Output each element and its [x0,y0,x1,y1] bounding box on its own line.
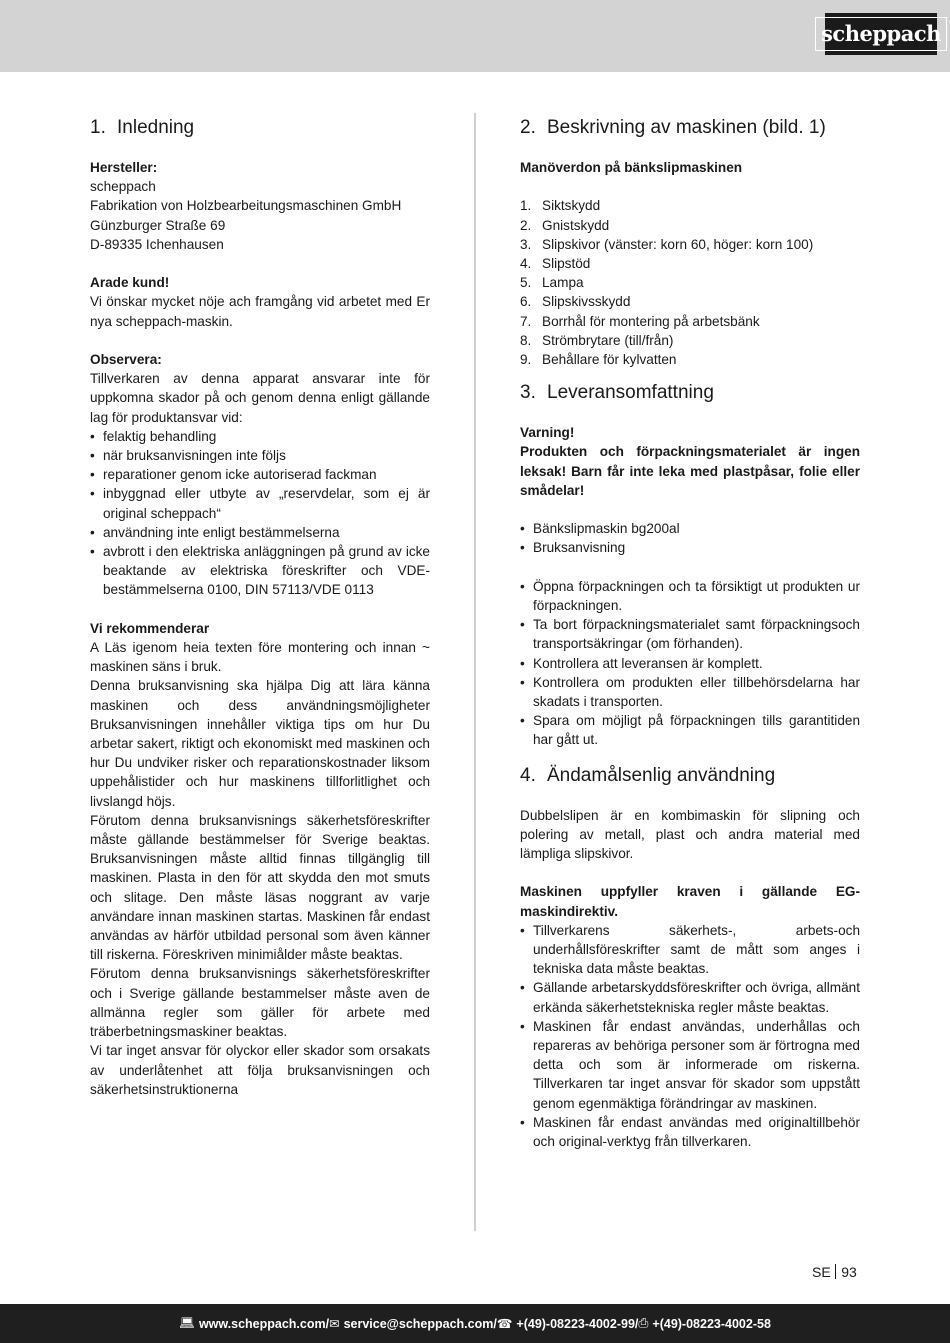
eg-list [520,921,860,1151]
delivery-list [520,519,860,557]
list-item: • Maskinen får endast användas med originaltillbehör och original-verktyg från tillverkaren. [520,1113,860,1151]
section-1-heading: 1. Inledning [90,117,195,138]
fax-icon: ⎙︎ [638,1316,649,1330]
section-4-text: Dubbelslipen är en kombimaskin för slipning och polering av metall, plast och andra material med lämpliga slipskivor. [520,807,860,862]
column-divider [474,113,476,1231]
list-item: • Kontrollera att leveransen är komplett. [520,654,860,673]
footer-web-link[interactable]: www.scheppach.com [198,1316,326,1331]
list-item: 5. Lampa [520,275,584,291]
list-item: • felaktig behandling [90,427,430,446]
hersteller-line: scheppach [90,179,156,195]
footer-separator: / [634,1316,639,1331]
list-item: • Bruksanvisning [520,538,860,557]
page-number: SE 93 [812,1264,857,1280]
list-item: • användning inte enligt bestämmelserna [90,523,430,542]
observera-list [90,427,430,600]
footer-fax: +(49)-08223-4002-58 [652,1316,771,1331]
unpack-list [520,577,860,750]
footer-separator: / [493,1316,497,1331]
list-item: • Öppna förpackningen och ta försiktigt ut produkten ur förpackningen. [520,577,860,615]
computer-icon: 💻︎ [179,1316,195,1330]
list-item: • Gällande arbetarskyddsföreskrifter och övriga, allmänt erkända säkerhetstekniska regler måste beaktas. [520,978,860,1016]
rek-paragraph: A Läs igenom heia texten före montering och innan ~ maskinen säns i bruk. [90,640,430,675]
section-2-heading: 2. Beskrivning av maskinen (bild. 1) [520,117,826,138]
parts-list [520,196,860,369]
list-item: • reparationer genom icke autoriserad fackman [90,465,430,484]
list-item: • Tillverkarens säkerhets-, arbets-och underhållsföreskrifter samt de mått som anges i tekniska data måste beaktas. [520,921,860,979]
list-item: 8. Strömbrytare (till/från) [520,332,674,348]
left-column [90,114,430,1099]
list-item: 6. Slipskivsskydd [520,294,631,310]
varning-label: Varning! [520,425,575,441]
hersteller-label: Hersteller: [90,160,158,175]
list-item: • Bänkslipmaskin bg200al [520,519,860,538]
list-item: • inbyggnad eller utbyte av „reservdelar, som ej är original scheppach“ [90,484,430,522]
varning-text: Produkten och förpackningsmaterialet är ingen leksak! Barn får inte leka med plastpåsar, folie eller smådelar! [520,444,860,498]
scheppach-logo: scheppach [825,13,937,55]
rek-paragraph: Vi tar inget ansvar för olyckor eller skador som orsakats av underlåtenhet att följa bruksanvisningen och säkerhetsinstruktionerna [90,1043,430,1097]
hersteller-line: D-89335 Ichenhausen [90,236,224,252]
list-item: 2. Gnistskydd [520,217,610,233]
hersteller-line: Fabrikation von Holzbearbeitungsmaschinen GmbH [90,198,402,214]
list-item: • Ta bort förpackningsmaterialet samt förpackningsoch transportsäkringar (om förhanden). [520,615,860,653]
list-item: • avbrott i den elektriska anläggningen på grund av icke beaktande av elektriska föreskrifter och VDE-bestämmelserna 0100, DIN 57113/VDE 0113 [90,542,430,600]
mail-icon: ✉︎ [329,1317,340,1331]
list-item: • Kontrollera om produkten eller tillbehörsdelarna har skadats i transporten. [520,673,860,711]
section-4-heading: 4. Ändamålsenlig användning [520,764,776,786]
footer-email-link[interactable]: service@scheppach.com [343,1316,494,1331]
list-item: 4. Slipstöd [520,256,591,271]
hersteller-line: Günzburger Straße 69 [90,217,226,233]
list-item: • Spara om möjligt på förpackningen tills garantitiden har gått ut. [520,711,860,749]
list-item: 3. Slipskivor (vänster: korn 60, höger: korn 100) [520,236,814,252]
manoverdon-label: Manöverdon på bänkslipmaskinen [520,160,743,175]
section-3-heading: 3. Leveransomfattning [520,382,714,404]
list-item: 9. Behållare för kylvatten [520,352,677,368]
observera-text: Tillverkaren av denna apparat ansvarar inte för uppkomna skador på och genom denna enligt gällande lag för produktansvar vid: [90,371,430,425]
list-item: • Maskinen får endast användas, underhållas och repareras av behöriga personer som är förtrogna med detta och som är informerade om riskerna. Tillverkaren tar inget ansvar för skador som uppstått genom egenmäktiga förändringar av maskinen. [520,1017,860,1113]
list-item: 1. Siktskydd [520,198,601,214]
list-item: • när bruksanvisningen inte följs [90,446,430,465]
arade-text: Vi önskar mycket nöje ach framgång vid arbetet med Er nya scheppach-maskin. [90,294,430,329]
list-item: 7. Borrhål för montering på arbetsbänk [520,313,760,329]
rekommenderar-label: Vi rekommenderar [90,620,210,636]
footer-separator: / [325,1316,330,1331]
observera-label: Observera: [90,352,162,367]
rek-paragraph: Förutom denna bruksanvisnings säkerhetsföreskrifter och i Sverige gällande bestammelser måste aven de allmänna regler som gäller för arbete med träberbetningsmaskiner beaktas. [90,966,430,1040]
header-band [0,0,950,72]
right-column [520,114,860,1151]
footer-band [0,1304,950,1343]
rek-paragraph: Denna bruksanvisning ska hjälpa Dig att lära känna maskinen och dess användningsmöjligheter Bruksanvisningen innehåller viktiga tips om hur Du arbetar sakert, riktigt och ekonomiskt med maskinen och hur Du undviker risker och reparationskostnader liksom uppehålistider och hur maskinens tillforlitlighet och livslangd höjs. [90,678,430,809]
rek-paragraph: Förutom denna bruksanvisnings säkerhetsföreskrifter måste gällande bestämmelser för Sverige beaktas. Bruksanvisningen måste alltid finnas tillgänglig till maskinen. Plasta in den för att skydda den mot smuts och slitage. Den måste läsas noggrant av varje användare innan maskinen startas. Maskinen får endast användas av härför utbildad personal som även känner till riskerna. Föreskriven minimiålder måste beaktas. [90,812,430,963]
arade-label: Arade kund! [90,275,170,291]
phone-icon: ☎︎ [496,1317,513,1331]
eg-label: Maskinen uppfyller kraven i gällande EG-maskindirektiv. [520,884,860,919]
footer-phone: +(49)-08223-4002-99 [516,1316,635,1331]
